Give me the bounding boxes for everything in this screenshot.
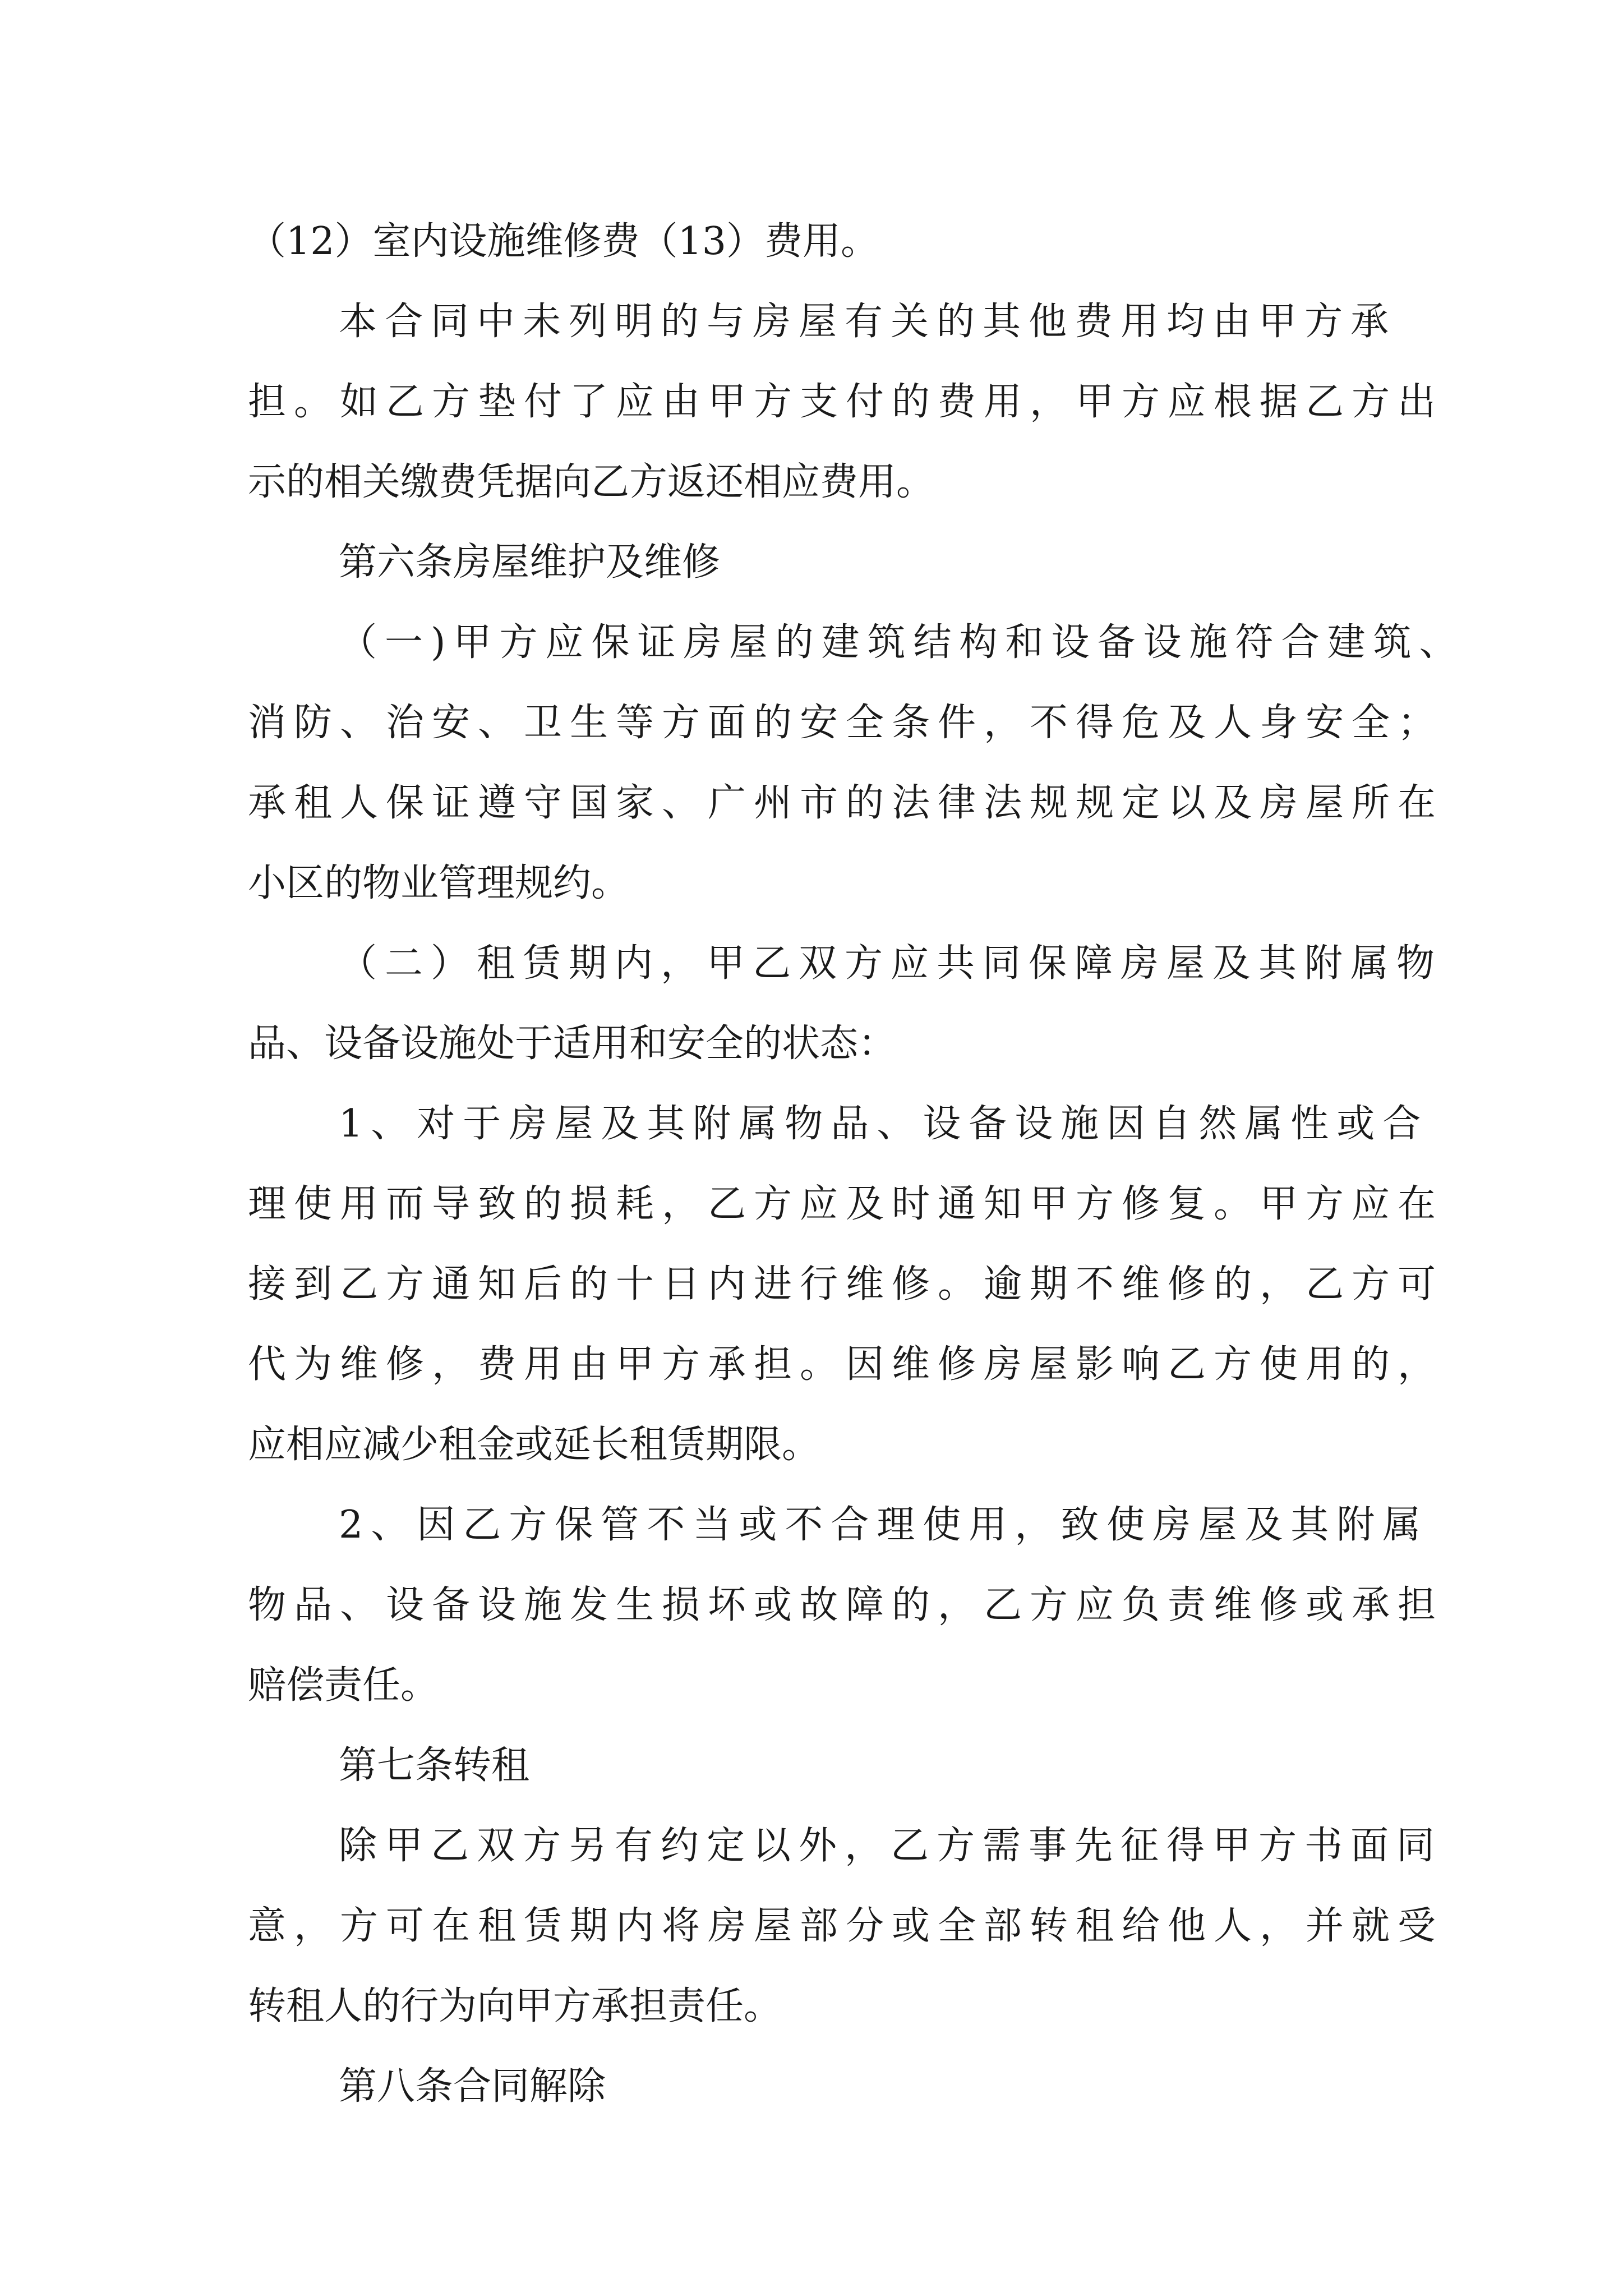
text-line: （二）租赁期内，甲乙双方应共同保障房屋及其附属物: [339, 941, 1443, 986]
text-line: 赔偿责任。: [248, 1663, 439, 1708]
text-line: 2、因乙方保管不当或不合理使用，致使房屋及其附属: [339, 1503, 1429, 1547]
text-line: 物品、设备设施发生损坏或故障的，乙方应负责维修或承担: [248, 1583, 1444, 1627]
text-line: （12）室内设施维修费（13）费用。: [248, 219, 879, 264]
section-heading: 第六条房屋维护及维修: [339, 540, 721, 585]
text-line: 理使用而导致的损耗，乙方应及时通知甲方修复。甲方应在: [248, 1182, 1444, 1226]
text-line: 除甲乙双方另有约定以外，乙方需事先征得甲方书面同: [339, 1824, 1443, 1868]
text-line: 示的相关缴费凭据向乙方返还相应费用。: [248, 460, 935, 504]
text-line: 品、设备设施处于适用和安全的状态：: [248, 1022, 897, 1066]
text-line: 小区的物业管理规约。: [248, 861, 630, 905]
text-line: 应相应减少租金或延长租赁期限。: [248, 1423, 820, 1467]
text-line: 担。如乙方垫付了应由甲方支付的费用，甲方应根据乙方出: [248, 380, 1444, 424]
text-line: 本合同中未列明的与房屋有关的其他费用均由甲方承: [339, 300, 1397, 344]
section-heading: 第七条转租: [339, 1743, 530, 1788]
text-line: 意，方可在租赁期内将房屋部分或全部转租给他人，并就受: [248, 1904, 1444, 1948]
text-line: 代为维修，费用由甲方承担。因维修房屋影响乙方使用的，: [248, 1342, 1444, 1387]
section-heading: 第八条合同解除: [339, 2064, 606, 2109]
text-line: （一)甲方应保证房屋的建筑结构和设备设施符合建筑、: [339, 620, 1465, 665]
text-line: 消防、治安、卫生等方面的安全条件，不得危及人身安全；: [248, 701, 1444, 745]
text-line: 承租人保证遵守国家、广州市的法律法规规定以及房屋所在: [248, 781, 1444, 825]
text-line: 1、对于房屋及其附属物品、设备设施因自然属性或合: [339, 1102, 1429, 1146]
text-line: 转租人的行为向甲方承担责任。: [248, 1984, 782, 2028]
text-line: 接到乙方通知后的十日内进行维修。逾期不维修的，乙方可: [248, 1262, 1444, 1306]
